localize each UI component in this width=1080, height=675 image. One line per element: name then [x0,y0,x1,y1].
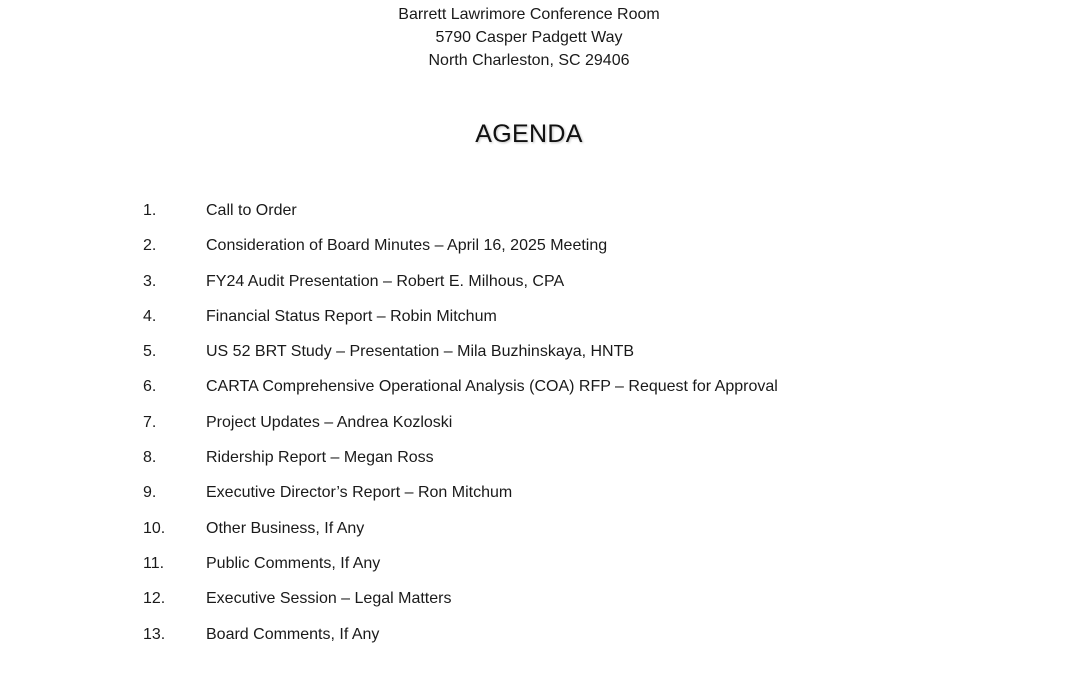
venue-name: Barrett Lawrimore Conference Room [398,6,660,23]
item-number: 9. [143,484,157,502]
street-address: 5790 Casper Padgett Way [435,29,623,46]
item-text: Executive Session – Legal Matters [206,590,452,608]
agenda-item [143,552,778,587]
item-text: Ridership Report – Megan Ross [206,449,434,467]
item-number: 12. [143,590,166,608]
agenda-list [143,199,778,658]
item-text: Financial Status Report – Robin Mitchum [206,307,497,325]
item-number: 11. [143,554,165,572]
item-number: 13. [143,625,166,643]
agenda-item [143,305,778,340]
agenda-item [143,587,778,622]
item-text: CARTA Comprehensive Operational Analysis (COA) RFP – Request for Approval [206,378,778,396]
item-text: FY24 Audit Presentation – Robert E. Milhous, CPA [206,272,565,290]
city-state-zip: North Charleston, SC 29406 [428,52,630,69]
item-number: 2. [143,237,157,255]
agenda-item [143,340,778,375]
item-number: 7. [143,413,157,431]
item-text: Board Comments, If Any [206,625,380,643]
item-text: Project Updates – Andrea Kozloski [206,413,453,431]
item-text: US 52 BRT Study – Presentation – Mila Buzhinskaya, HNTB [206,343,635,361]
agenda-item [143,270,778,305]
item-number: 8. [143,449,157,467]
agenda-item [143,517,778,552]
agenda-item [143,446,778,481]
agenda-item [143,623,778,658]
item-text: Other Business, If Any [206,519,365,537]
item-text: Public Comments, If Any [206,554,381,572]
page-title: AGENDA [475,120,583,148]
agenda-item [143,234,778,269]
item-number: 4. [143,307,157,325]
item-number: 3. [143,272,157,290]
agenda-item [143,375,778,410]
item-text: Call to Order [206,202,297,219]
item-number: 1. [143,202,157,219]
item-number: 5. [143,343,157,361]
agenda-item [143,199,778,234]
item-number: 6. [143,378,157,396]
agenda-item [143,481,778,516]
meeting-location [0,3,1058,72]
item-number: 10. [143,519,166,537]
agenda-item [143,411,778,446]
item-text: Consideration of Board Minutes – April 16, 2025 Meeting [206,237,608,255]
item-text: Executive Director’s Report – Ron Mitchum [206,484,513,502]
